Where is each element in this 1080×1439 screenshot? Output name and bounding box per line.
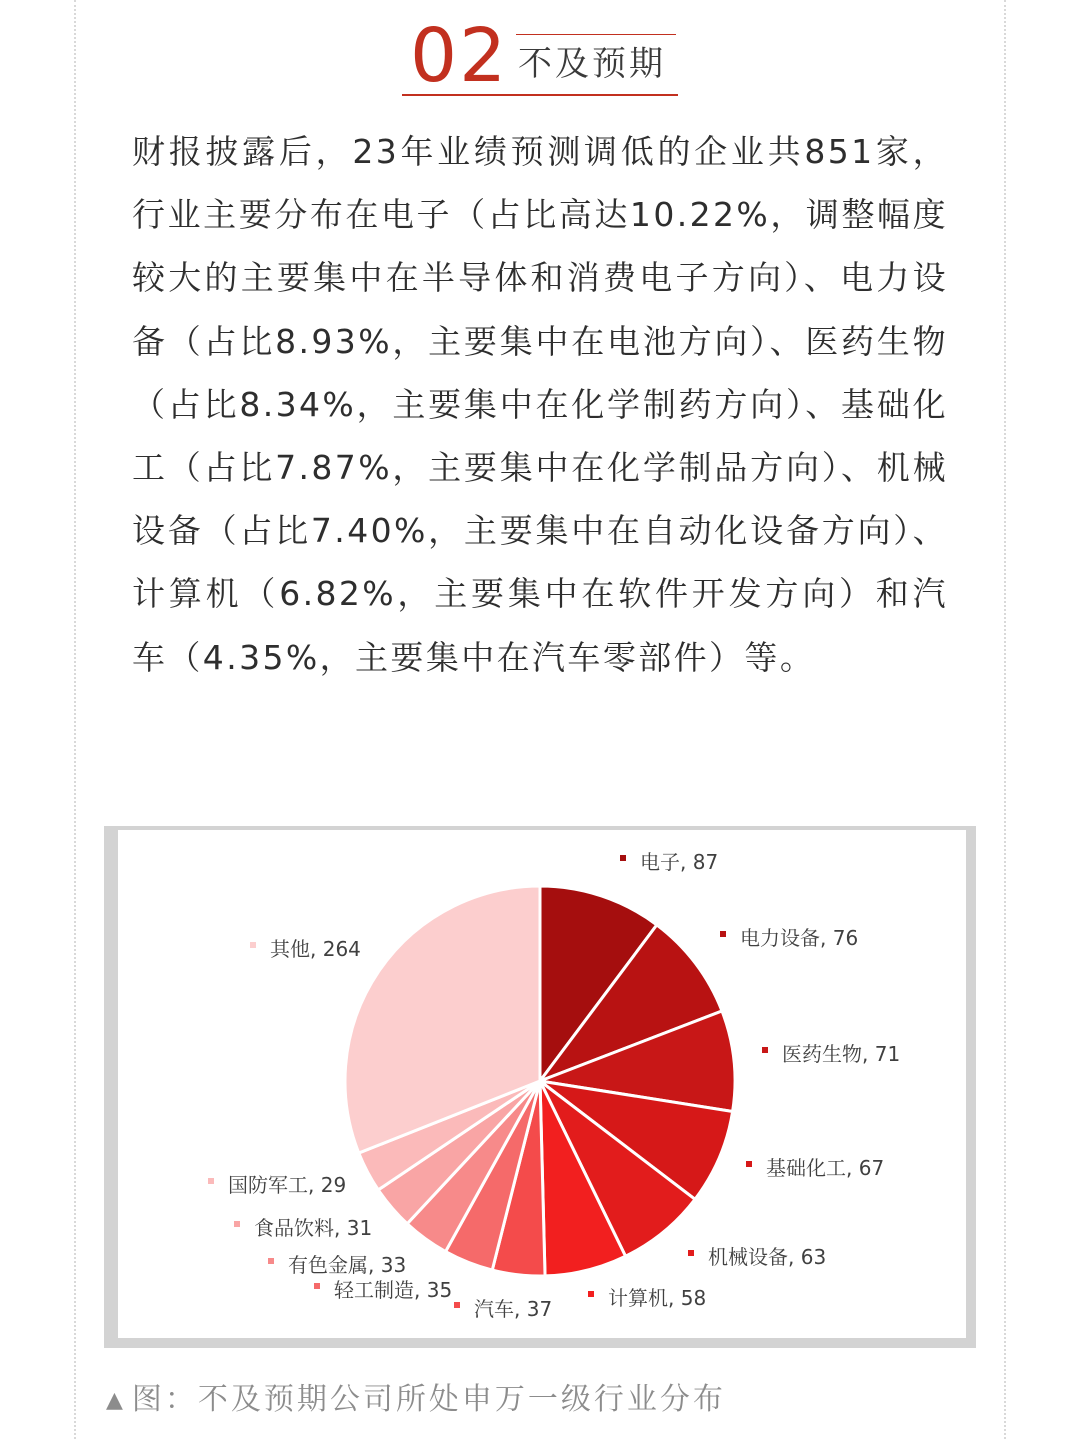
legend-marker [250,942,256,948]
slice-label: 食品饮料, 31 [254,1216,373,1240]
pie-chart [118,830,966,1338]
legend-marker [620,855,626,861]
chart-frame [104,826,976,1348]
slice-label: 电力设备, 76 [740,926,859,950]
slice-label: 电子, 87 [640,850,719,874]
slice-label: 医药生物, 71 [782,1042,901,1066]
slice-label: 轻工制造, 35 [334,1278,453,1302]
section-heading [402,13,680,99]
figure-caption [106,1378,726,1422]
legend-marker [314,1283,320,1289]
caption-triangle-icon: ▲ [106,1388,126,1413]
caption-text: 图：不及预期公司所处申万一级行业分布 [131,1382,726,1417]
section-title: 不及预期 [518,44,666,84]
body-paragraph: 财报披露后，23年业绩预测调低的企业共851家，行业主要分布在电子（占比高达10.22%，调整幅度较大的主要集中在半导体和消费电子方向）、电力设备（占比8.93%，主要集中在电池方向）、医药生物（占比8.34%，主要集中在化学制药方向）、基础化工（占比7.87%，主要集中在化学制品方向）、机械设备（占比7.40%，主要集中在自动化设备方向）、计算机（6.82%，主要集中在软件开发方向）和汽车（4.35%，主要集中在汽车零部件）等。 [132,132,948,677]
slice-label: 其他, 264 [270,937,361,961]
chart-panel [118,830,966,1338]
heading-top-rule [516,34,676,35]
left-dotted-border [74,0,76,1439]
legend-marker [720,931,726,937]
legend-marker [234,1221,240,1227]
slice-label: 基础化工, 67 [766,1156,885,1180]
legend-marker [762,1047,768,1053]
right-dotted-border [1004,0,1006,1439]
slice-label: 有色金属, 33 [288,1253,407,1277]
slice-label: 计算机, 58 [608,1286,707,1310]
legend-marker [746,1161,752,1167]
legend-marker [588,1291,594,1297]
legend-marker [268,1258,274,1264]
legend-marker [454,1302,460,1308]
section-number: 02 [410,13,509,99]
heading-underline [402,94,678,96]
legend-marker [688,1250,694,1256]
legend-marker [208,1178,214,1184]
slice-label: 机械设备, 63 [708,1245,827,1269]
slice-label: 国防军工, 29 [228,1173,347,1197]
slice-label: 汽车, 37 [474,1297,553,1321]
